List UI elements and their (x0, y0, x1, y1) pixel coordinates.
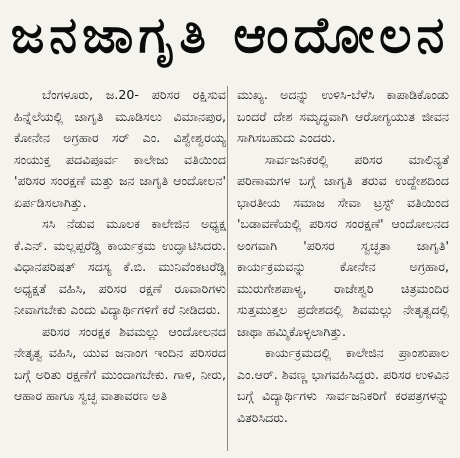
paragraph: ಸಾರ್ವಜನಿಕರಲ್ಲಿ ಪರಿಸರ ಮಾಲಿನ್ಯತೆ ಪರಿಣಾಮಗಳ ಬಗ್ಗೆ ಜಾಗೃತಿ ತರುವ ಉದ್ದೇಶದಿಂದ ಭಾರತೀಯ ಸಮಾಜ ಸೇವಾ ಟ್ರಸ್ಟ್ ವತಿಯಿಂದ 'ಬಡಾವಣೆಯಲ್ಲಿ ಪರಿಸರ ಸಂರಕ್ಷಣೆ' ಆಂದೋಲನದ ಅಂಗವಾಗಿ 'ಪರಿಸರ ಸ್ವಚ್ಛತಾ ಜಾಗೃತಿ' ಕಾರ್ಯಕ್ರಮವನ್ನು ಕೋನೇನ ಅಗ್ರಹಾರ, ಮುರುಗೇಶಪಾಳ್ಯ, ರಾಜೇಶ್ವರಿ ಚಿತ್ರಮಂದಿರ ಸುತ್ತಮುತ್ತಲ ಪ್ರದೇಶದಲ್ಲಿ ಶಿವಮಲ್ಲು ನೇತೃತ್ವದಲ್ಲಿ ಜಾಥಾ ಹಮ್ಮಿಕೊಳ್ಳಲಾಗಿತ್ತು. (237, 151, 449, 339)
article-column-left (14, 84, 226, 407)
headline: ಜನಜಾಗೃತಿ ಆಂದೋಲನ (10, 6, 450, 64)
paragraph: ಮುಖ್ಯ. ಅದನ್ನು ಉಳಿಸಿ-ಬೆಳೆಸಿ ಕಾಪಾಡಿಕೊಂಡು ಬಂದರೆ ದೇಶ ಸಮೃದ್ಧವಾಗಿ ಆರೋಗ್ಯಯುತ ಜೀವನ ಸಾಗಿಸಬಹುದು ಎಂದರು. (237, 87, 449, 145)
paragraph: ಕಾರ್ಯಕ್ರಮದಲ್ಲಿ ಕಾಲೇಜಿನ ಪ್ರಾಂಶುಪಾಲ ಎಂ.ಆರ್. ಶಿವಣ್ಣ ಭಾಗವಹಿಸಿದ್ದರು. ಪರಿಸರ ಉಳಿವಿನ ಬಗ್ಗೆ ವಿದ್ಯಾರ್ಥಿಗಳು ಸಾರ್ವಜನಿಕರಿಗೆ ಕರಪತ್ರಗಳನ್ನು ವಿತರಿಸಿದರು. (237, 345, 449, 425)
paragraph: ಪರಿಸರ ಸಂರಕ್ಷಕ ಶಿವಮಲ್ಲು ಆಂದೋಲನದ ನೇತೃತ್ವ ವಹಿಸಿ, ಯುವ ಜನಾಂಗ ಇಂದಿನ ಪರಿಸರದ ಬಗ್ಗೆ ಅರಿತು ರಕ್ಷಣೆಗೆ ಮುಂದಾಗಬೇಕು. ಗಾಳಿ, ನೀರು, ಆಹಾರ ಹಾಗೂ ಸ್ವಚ್ಛ ವಾತಾವರಣ ಅತಿ (14, 323, 226, 404)
paragraph: ಸಸಿ ನೆಡುವ ಮೂಲಕ ಕಾಲೇಜಿನ ಅಧ್ಯಕ್ಷ ಕೆ.ಎನ್. ಮಲ್ಲಪ್ಪರೆಡ್ಡಿ ಕಾರ್ಯಕ್ರಮ ಉದ್ಘಾಟಿಸಿದರು. ವಿಧಾನಪರಿಷತ್ ಸದಸ್ಯ ಕೆ.ಬಿ. ಮುನಿವೆಂಕಟರೆಡ್ಡಿ ಅಧ್ಯಕ್ಷತೆ ವಹಿಸಿ, ಪರಿಸರ ರಕ್ಷಣೆ ರೂವಾರಿಗಳು ನೀವಾಗಬೇಕು ಎಂದು ವಿದ್ಯಾರ್ಥಿಗಳಿಗೆ ಕರೆ ನೀಡಿದರು. (14, 216, 226, 318)
column-divider (227, 86, 228, 451)
article-column-right (237, 84, 449, 429)
paragraph: ಬೆಂಗಳೂರು, ಜ.20- ಪರಿಸರ ರಕ್ಷಿಸುವ ಹಿನ್ನೆಲೆಯಲ್ಲಿ ಜಾಗೃತಿ ಮೂಡಿಸಲು ವಿಮಾನಪುರ, ಕೋನೇನ ಅಗ್ರಹಾರ ಸರ್ ಎಂ. ವಿಶ್ವೇಶ್ವರಯ್ಯ ಸಂಯುಕ್ತ ಪದವಿಪೂರ್ವ ಕಾಲೇಜು ವತಿಯಿಂದ 'ಪರಿಸರ ಸಂರಕ್ಷಣೆ ಮತ್ತು ಜನ ಜಾಗೃತಿ ಆಂದೋಲನ' ಏರ್ಪಡಿಸಲಾಗಿತ್ತು. (14, 87, 226, 210)
